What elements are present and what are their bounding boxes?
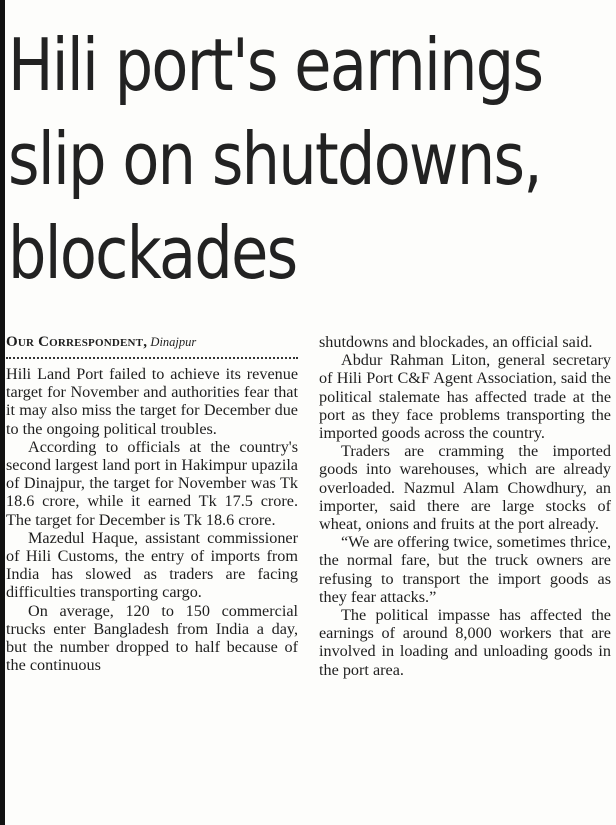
paragraph: The political impasse has affected the earnings of around 8,000 workers that are involved in loading and unloading goods in the port area. bbox=[319, 606, 611, 679]
byline-location: Dinajpur bbox=[150, 335, 197, 349]
paragraph: Abdur Rahman Liton, general secretary of Hili Port C&F Agent Association, said the political stalemate has affected trade at the port as they face problems transporting the imported goods across the country. bbox=[319, 351, 611, 443]
paragraph: According to officials at the country's second largest land port in Hakimpur upazila of Dinajpur, the target for November was Tk 18.6 crore, while it earned Tk 17.5 crore. The target for December is Tk 18.6 crore. bbox=[6, 437, 298, 529]
headline-line-2: slip on shutdowns, bbox=[8, 117, 541, 201]
headline-line-1: Hili port's earnings bbox=[8, 23, 543, 107]
article-column-right bbox=[319, 333, 611, 679]
headline-line-3: blockades bbox=[8, 211, 297, 295]
paragraph: On average, 120 to 150 commercial trucks enter Bangladesh from India a day, but the number dropped to half because of the continuous bbox=[6, 601, 298, 675]
page-edge-bar bbox=[0, 0, 5, 825]
paragraph: Traders are cramming the imported goods into warehouses, which are already overloaded. Nazmul Alam Chowdhury, an importer, said there are large stocks of wheat, onions and fruits at the port already. bbox=[319, 442, 611, 534]
byline-author: Our Correspondent, bbox=[6, 334, 148, 350]
paragraph: Mazedul Haque, assistant commissioner of Hili Customs, the entry of imports from India has slowed as traders are facing difficulties transporting cargo. bbox=[6, 528, 298, 602]
paragraph: shutdowns and blockades, an official said. bbox=[319, 333, 593, 351]
paragraph: Hili Land Port failed to achieve its revenue target for November and authorities fear that it may also miss the target for December due to the ongoing political troubles. bbox=[6, 365, 298, 438]
article-column-left bbox=[6, 333, 298, 674]
headline bbox=[8, 18, 543, 300]
dotted-divider bbox=[6, 357, 298, 359]
byline bbox=[6, 333, 298, 351]
paragraph: “We are offering twice, sometimes thrice, the normal fare, but the truck owners are refusing to transport the import goods as they fear attacks.” bbox=[319, 533, 611, 606]
